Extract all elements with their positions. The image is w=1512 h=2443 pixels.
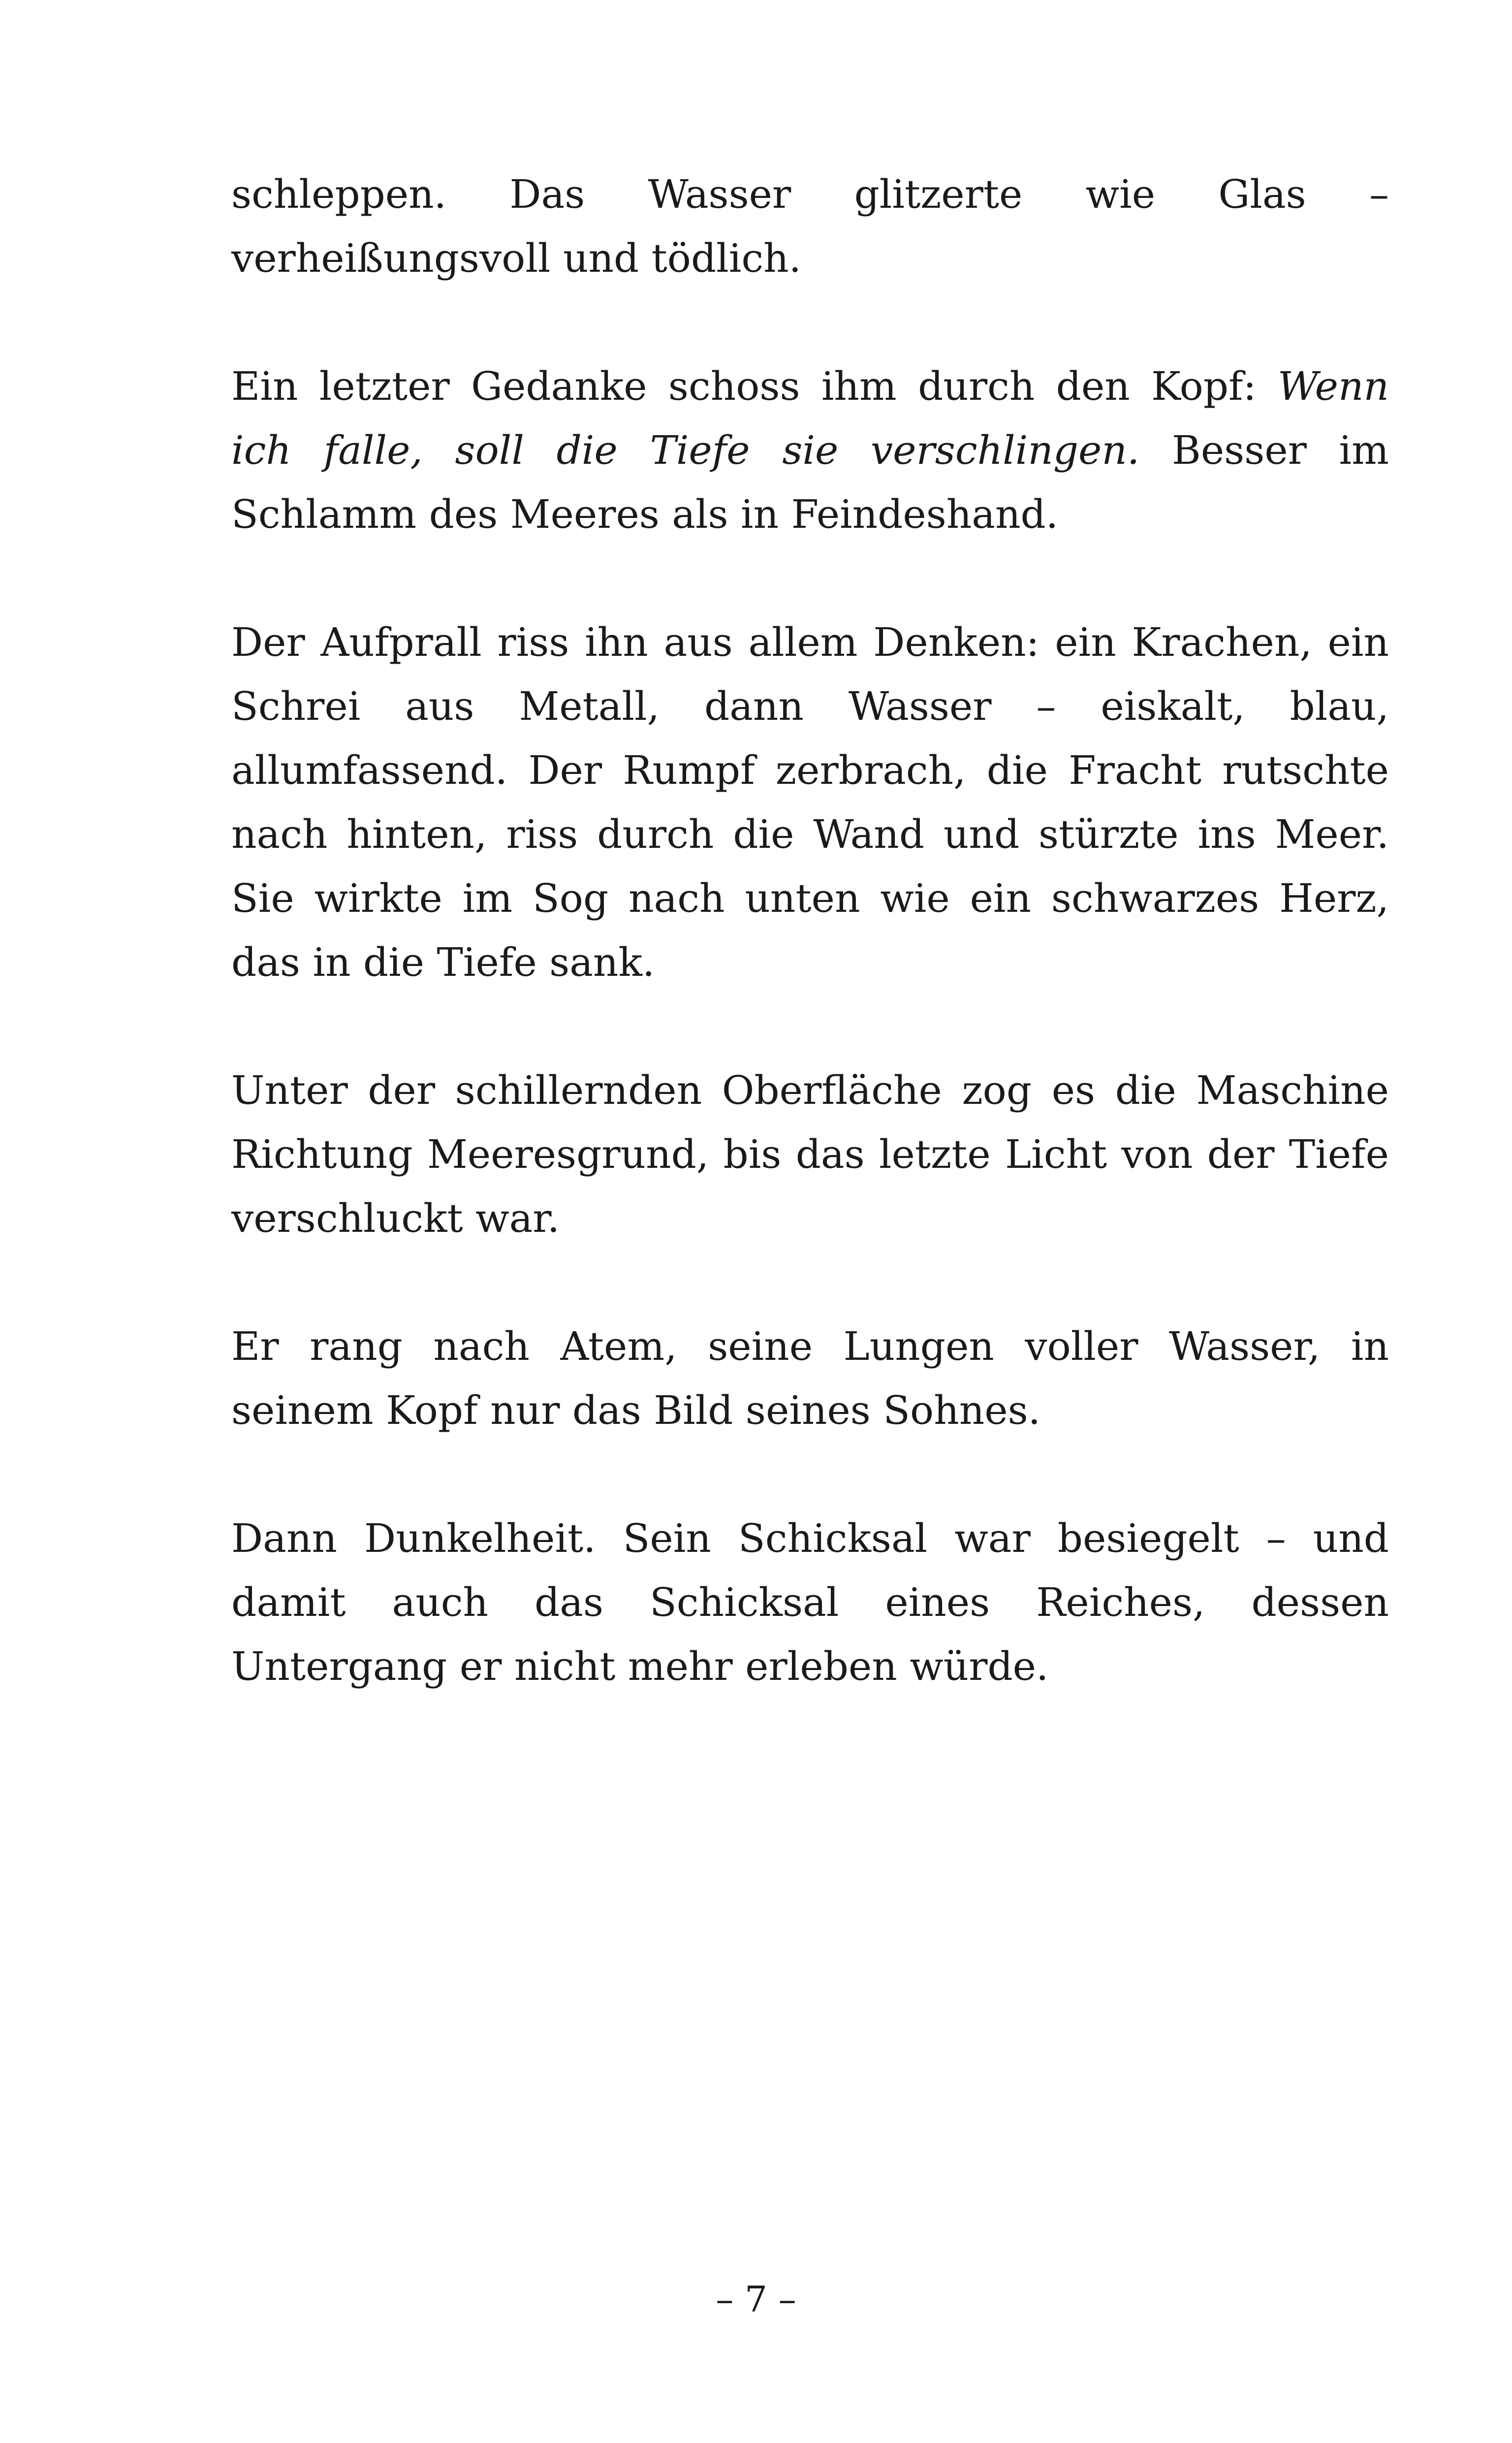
paragraph-6-text: Dann Dunkelheit. Sein Schicksal war besiegelt – und damit auch das Schicksal eines Reiches, dessen Untergang er nicht mehr erleben würde. — [231, 1515, 1389, 1689]
paragraph-5-text: Er rang nach Atem, seine Lungen voller Wasser, in seinem Kopf nur das Bild seines Sohnes. — [231, 1323, 1389, 1433]
paragraph-6 — [231, 1507, 1389, 1699]
paragraph-2 — [231, 354, 1389, 546]
paragraph-2-text-before: Ein letzter Gedanke schoss ihm durch den Kopf: — [231, 363, 1278, 409]
paragraph-4 — [231, 1059, 1389, 1251]
paragraph-3 — [231, 611, 1389, 995]
paragraph-2-italic-thought: Wenn ich falle, soll die Tiefe sie verschlingen. — [231, 363, 1389, 473]
body-text — [231, 162, 1389, 1763]
paragraph-3-text: Der Aufprall riss ihn aus allem Denken: ein Krachen, ein Schrei aus Metall, dann Wasser – eiskalt, blau, allumfassend. Der Rumpf zerbrach, die Fracht rutschte nach hinten, riss durch die Wand und stürzte ins Meer. Sie wirkte im Sog nach unten wie ein schwarzes Herz, das in die Tiefe sank. — [231, 619, 1389, 985]
paragraph-4-text: Unter der schillernden Oberfläche zog es die Maschine Richtung Meeresgrund, bis das letzte Licht von der Tiefe verschluckt war. — [231, 1067, 1389, 1241]
paragraph-2-text-after: Besser im Schlamm des Meeres als in Feindeshand. — [231, 427, 1389, 537]
page-number: – 7 – — [716, 2279, 796, 2320]
paragraph-1 — [231, 162, 1389, 290]
paragraph-1-text: schleppen. Das Wasser glitzerte wie Glas – verheißungsvoll und tödlich. — [231, 171, 1389, 281]
paragraph-5 — [231, 1315, 1389, 1443]
